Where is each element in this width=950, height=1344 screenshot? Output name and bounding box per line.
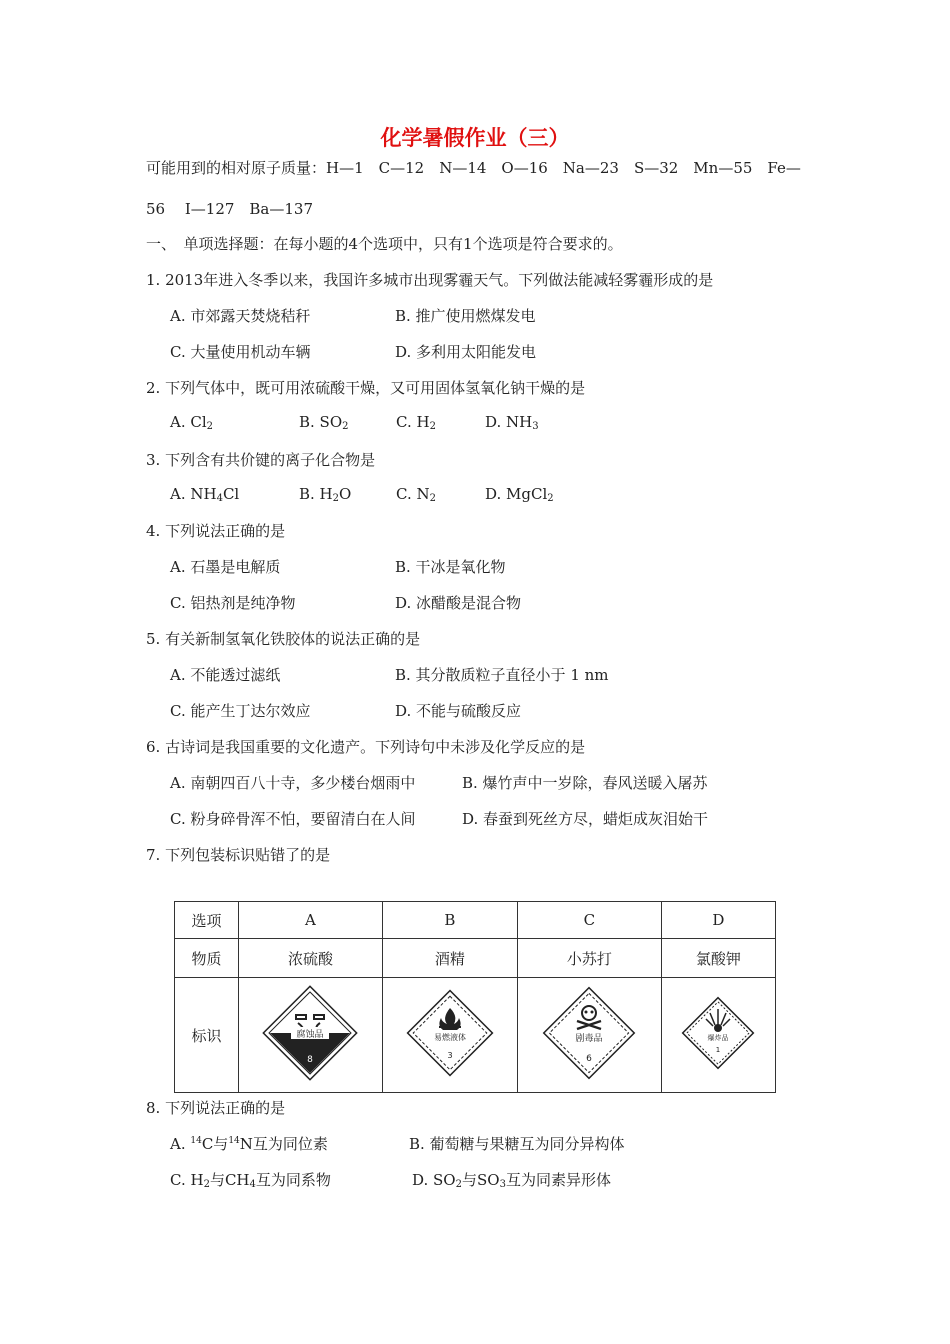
- sign-num-d: 1: [716, 1046, 721, 1054]
- q3-option-c: C. $N_2$: [396, 485, 436, 504]
- substance-d: 氯酸钾: [661, 939, 775, 978]
- question-3: 3. 下列含有共价键的离子化合物是: [146, 451, 376, 469]
- col-letter-d: D: [661, 902, 775, 939]
- flammable-sign-icon: [405, 988, 495, 1078]
- atomic-mass-line-2: 56 I—127 Ba—137: [146, 200, 314, 218]
- table-header-label: 标识: [175, 978, 239, 1093]
- col-letter-b: B: [382, 902, 517, 939]
- question-4: 4. 下列说法正确的是: [146, 522, 286, 540]
- q3-option-d: D. MgCl$_2$: [485, 485, 554, 504]
- q2-option-d: D. $NH_3$: [485, 413, 539, 432]
- q4-option-d: D. 冰醋酸是混合物: [395, 594, 522, 612]
- sign-text-c: 剧毒品: [575, 1034, 603, 1044]
- q3-option-a: A. $NH_4Cl$: [170, 485, 240, 504]
- sign-text-d: 爆炸品: [707, 1034, 729, 1042]
- q6-option-a: A. 南朝四百八十寺，多少楼台烟雨中: [170, 774, 416, 792]
- col-letter-a: A: [239, 902, 383, 939]
- label-table: [174, 901, 776, 1093]
- q1-option-a: A. 市郊露天焚烧秸秆: [170, 307, 311, 325]
- toxic-sign-icon: [541, 985, 637, 1081]
- sign-num-b: 3: [447, 1051, 453, 1060]
- sign-text-a: 腐蚀品: [296, 1030, 324, 1040]
- q8-option-d: D. $SO_2$与$SO_3$互为同素异形体: [412, 1171, 611, 1190]
- corrosive-sign-icon: [262, 985, 358, 1081]
- q6-option-c: C. 粉身碎骨浑不怕，要留清白在人间: [170, 810, 416, 828]
- sign-cell-d: [661, 978, 775, 1093]
- sign-num-c: 6: [586, 1054, 593, 1064]
- q8-option-c: C. $H_2$与$CH_4$互为同系物: [170, 1171, 331, 1190]
- section-heading: 一、 单项选择题：在每小题的4个选项中，只有1个选项是符合要求的。: [146, 235, 623, 253]
- substance-a: 浓硫酸: [239, 939, 383, 978]
- q5-option-b: B. 其分散质粒子直径小于 1 nm: [395, 666, 609, 684]
- question-5: 5. 有关新制氢氧化铁胶体的说法正确的是: [146, 630, 421, 648]
- sign-cell-c: [517, 978, 661, 1093]
- q8-option-a: A. $^{14}$C与$^{14}$N互为同位素: [170, 1135, 328, 1153]
- atomic-mass-line-1: 可能用到的相对原子质量：H—1 C—12 N—14 O—16 Na—23 S—32 Mn—55 Fe—: [146, 159, 801, 177]
- question-8: 8. 下列说法正确的是: [146, 1099, 286, 1117]
- question-6: 6. 古诗词是我国重要的文化遗产。下列诗句中未涉及化学反应的是: [146, 738, 586, 756]
- sign-cell-a: [239, 978, 383, 1093]
- q1-option-c: C. 大量使用机动车辆: [170, 343, 311, 361]
- explosive-sign-icon: [680, 995, 756, 1071]
- question-1: 1. 2013年进入冬季以来，我国许多城市出现雾霾天气。下列做法能减轻雾霾形成的是: [146, 271, 714, 289]
- q5-option-a: A. 不能透过滤纸: [170, 666, 281, 684]
- q4-option-a: A. 石墨是电解质: [170, 558, 281, 576]
- substance-b: 酒精: [382, 939, 517, 978]
- q4-option-c: C. 铝热剂是纯净物: [170, 594, 296, 612]
- q1-option-d: D. 多利用太阳能发电: [395, 343, 537, 361]
- q5-option-d: D. 不能与硫酸反应: [395, 702, 522, 720]
- q2-option-c: C. $H_2$: [396, 413, 436, 432]
- q1-option-b: B. 推广使用燃煤发电: [395, 307, 536, 325]
- q2-option-b: B. $SO_2$: [299, 413, 349, 432]
- table-header-substance: 物质: [175, 939, 239, 978]
- substance-c: 小苏打: [517, 939, 661, 978]
- q8-option-b: B. 葡萄糖与果糖互为同分异构体: [409, 1135, 625, 1153]
- question-2: 2. 下列气体中，既可用浓硫酸干燥，又可用固体氢氧化钠干燥的是: [146, 379, 586, 397]
- page-title: 化学暑假作业（三）: [380, 126, 570, 150]
- q2-option-a: A. $Cl_2$: [170, 413, 214, 432]
- q3-option-b: B. $H_2O$: [299, 485, 352, 504]
- question-7: 7. 下列包装标识贴错了的是: [146, 846, 331, 864]
- sign-num-a: 8: [307, 1055, 314, 1065]
- col-letter-c: C: [517, 902, 661, 939]
- table-header-option: 选项: [175, 902, 239, 939]
- q6-option-d: D. 春蚕到死丝方尽，蜡炬成灰泪始干: [462, 810, 709, 828]
- sign-cell-b: [382, 978, 517, 1093]
- q5-option-c: C. 能产生丁达尔效应: [170, 702, 311, 720]
- sign-text-b: 易燃液体: [433, 1033, 466, 1042]
- q4-option-b: B. 干冰是氧化物: [395, 558, 506, 576]
- q6-option-b: B. 爆竹声中一岁除，春风送暖入屠苏: [462, 774, 708, 792]
